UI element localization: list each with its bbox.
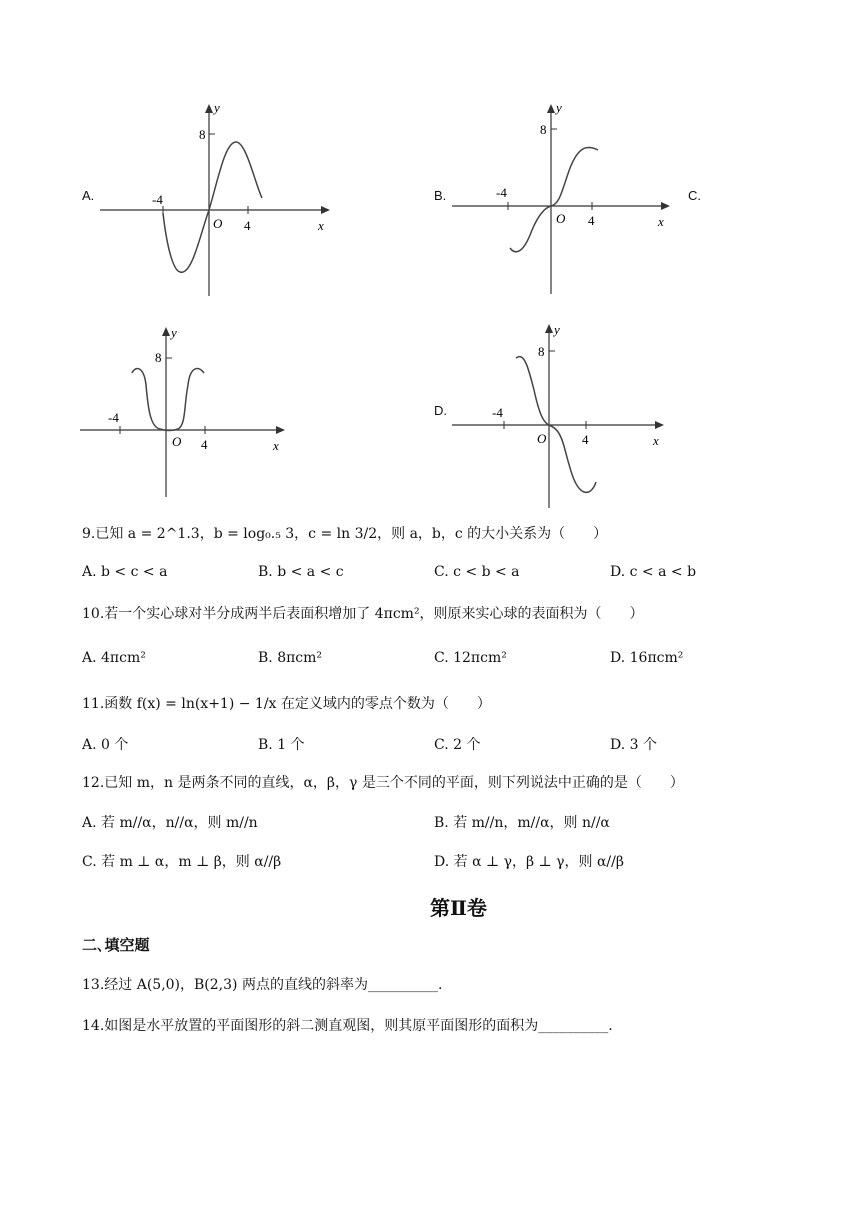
question-11 <box>82 693 491 713</box>
q10-option-d: D. 16πcm² <box>610 650 684 666</box>
question-number: 10. <box>82 606 105 622</box>
question-text: 已知 a = 2^1.3，b = log₀.₅ 3，c = ln 3/2，则 a，b，c 的大小关系为（ ） <box>95 526 608 542</box>
option-label-d: D. <box>434 403 447 418</box>
q9-option-a: A. b < c < a <box>82 564 168 580</box>
q11-option-c: C. 2 个 <box>434 737 481 753</box>
question-number: 11. <box>82 696 105 712</box>
option-label-a: A. <box>82 188 95 203</box>
question-14 <box>82 1015 613 1035</box>
section-heading: 二､填空题 <box>82 936 150 954</box>
q11-option-a: A. 0 个 <box>82 737 129 753</box>
x-tick-neg4: -4 <box>152 192 163 207</box>
x-axis-label: x <box>318 218 324 233</box>
origin-label: O <box>556 211 566 226</box>
q10-option-a: A. 4πcm² <box>82 650 146 666</box>
q12-option-b: B. 若 m//n，m//α，则 n//α <box>434 815 610 831</box>
y-tick-8: 8 <box>155 350 162 365</box>
y-axis-label: y <box>171 325 177 340</box>
y-axis-label: y <box>556 100 562 115</box>
question-text: 若一个实心球对半分成两半后表面积增加了 4πcm²，则原来实心球的表面积为（ ） <box>104 606 644 622</box>
origin-label: O <box>172 434 182 449</box>
q9-option-b: B. b < a < c <box>258 564 344 580</box>
question-number: 14. <box>82 1018 105 1034</box>
question-text: 经过 A(5,0)，B(2,3) 两点的直线的斜率为__________. <box>104 977 443 993</box>
x-axis-label: x <box>658 214 664 229</box>
question-text: 已知 m，n 是两条不同的直线，α，β，γ 是三个不同的平面，则下列说法中正确的是（ ） <box>104 775 684 791</box>
x-tick-neg4: -4 <box>492 405 503 420</box>
q12-option-c: C. 若 m ⊥ α，m ⊥ β，则 α//β <box>82 854 282 870</box>
q11-option-b: B. 1 个 <box>258 737 305 753</box>
x-tick-4: 4 <box>201 437 208 452</box>
y-tick-8: 8 <box>199 127 206 142</box>
question-text: 如图是水平放置的平面图形的斜二测直观图，则其原平面图形的面积为__________. <box>104 1018 613 1034</box>
y-tick-8: 8 <box>540 122 547 137</box>
graph-b <box>452 100 682 300</box>
x-axis-label: x <box>653 433 659 448</box>
option-label-b: B. <box>434 188 447 203</box>
y-axis-label: y <box>554 322 560 337</box>
graph-c <box>80 325 300 500</box>
question-13 <box>82 974 442 994</box>
option-label-c: C. <box>688 188 701 203</box>
q12-option-a: A. 若 m//α，n//α，则 m//n <box>82 815 258 831</box>
y-tick-8: 8 <box>538 344 545 359</box>
x-tick-4: 4 <box>244 218 251 233</box>
q10-option-b: B. 8πcm² <box>258 650 323 666</box>
part-title: 第Ⅱ卷 <box>430 896 487 920</box>
question-number: 12. <box>82 775 105 791</box>
q9-option-d: D. c < a < b <box>610 564 697 580</box>
q12-option-d: D. 若 α ⊥ γ，β ⊥ γ，则 α//β <box>434 854 624 870</box>
x-tick-neg4: -4 <box>108 410 119 425</box>
question-text: 函数 f(x) = ln(x+1) − 1/x 在定义域内的零点个数为（ ） <box>104 696 491 712</box>
origin-label: O <box>213 216 223 231</box>
question-12 <box>82 772 684 792</box>
q9-option-c: C. c < b < a <box>434 564 520 580</box>
question-9 <box>82 523 607 543</box>
q10-option-c: C. 12πcm² <box>434 650 507 666</box>
x-tick-4: 4 <box>588 213 595 228</box>
question-number: 9. <box>82 526 96 542</box>
graph-d <box>452 322 682 512</box>
origin-label: O <box>537 431 547 446</box>
y-axis-label: y <box>214 100 220 115</box>
q11-option-d: D. 3 个 <box>610 737 657 753</box>
graph-a <box>100 100 340 300</box>
x-tick-neg4: -4 <box>496 185 507 200</box>
x-axis-label: x <box>273 438 279 453</box>
question-10 <box>82 603 644 623</box>
x-tick-4: 4 <box>582 432 589 447</box>
question-number: 13. <box>82 977 105 993</box>
